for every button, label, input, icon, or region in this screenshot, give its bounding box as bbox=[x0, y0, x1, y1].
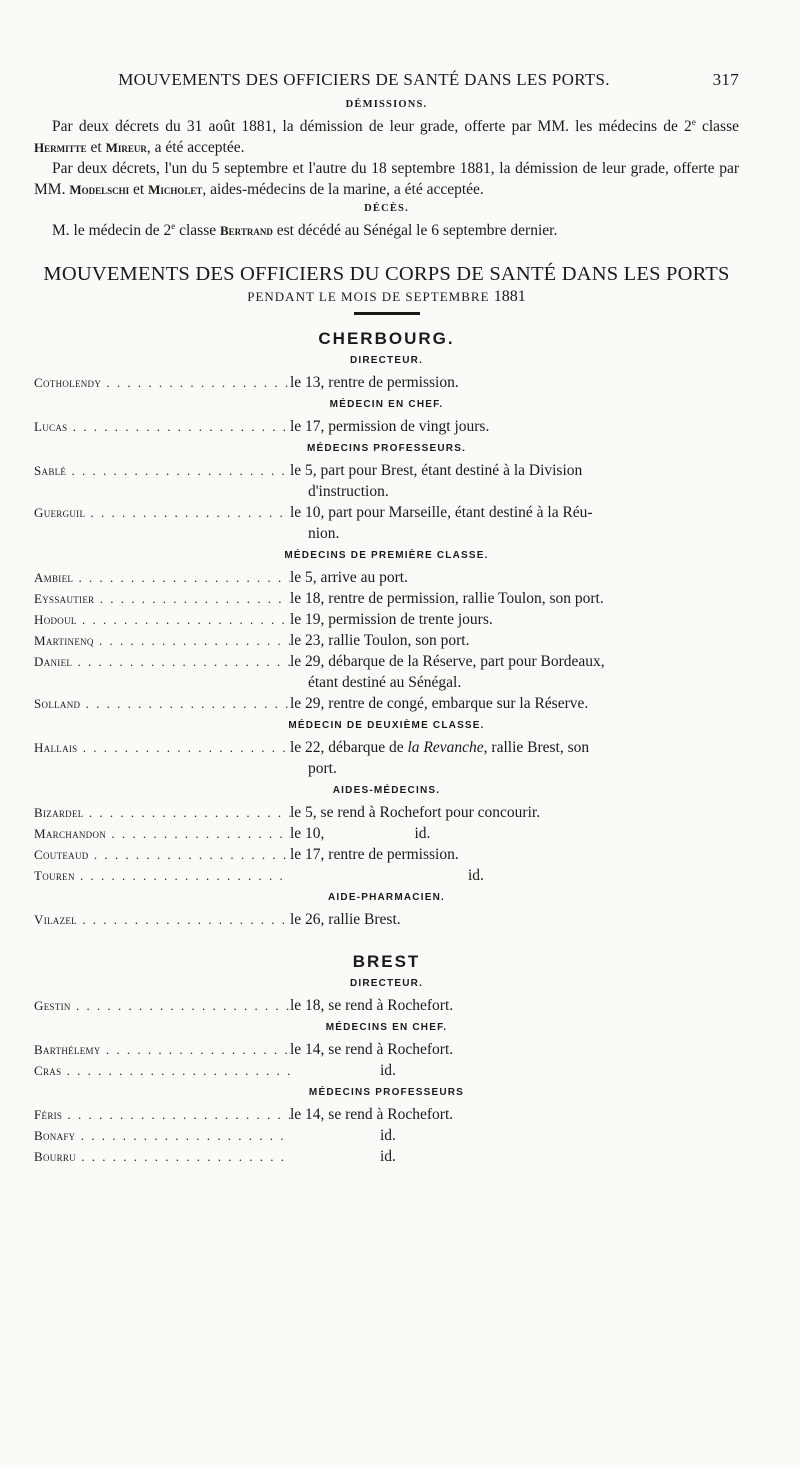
officer-name: Vilazel . . . bbox=[34, 909, 290, 930]
demissions-paragraph-2: Par deux décrets, l'un du 5 septembre et l'autre du 18 septembre 1881, la démission de leur grade, offerte par MM. Modelschi et Micholet, aides-médecins de la marine, a été acceptée. bbox=[34, 160, 739, 199]
running-title: MOUVEMENTS DES OFFICIERS DE SANTÉ DANS LES PORTS. bbox=[118, 70, 610, 89]
ship-name: la Revanche bbox=[407, 739, 484, 757]
movement-text: le 17, permission de vingt jours. bbox=[290, 418, 490, 436]
movement-text: id. bbox=[380, 1148, 396, 1166]
rank-heading: AIDES-MÉDECINS. bbox=[332, 785, 441, 797]
movement-row bbox=[34, 995, 739, 1016]
movement-row bbox=[34, 372, 739, 393]
officer-name: Solland . . . bbox=[34, 693, 290, 714]
officer-name: Guerguil . . . bbox=[34, 502, 290, 523]
officer-name: Marchandon . . . bbox=[34, 823, 290, 844]
movement-text: id. bbox=[468, 867, 484, 885]
movement-text: le 18, rentre de permission, rallie Toulon, son port. bbox=[290, 590, 604, 608]
officer-name: Bonafy . . . bbox=[34, 1125, 290, 1146]
officer-name: Hodoul . . . bbox=[34, 609, 290, 630]
rank-heading: DIRECTEUR. bbox=[349, 978, 424, 990]
movement-row bbox=[34, 588, 739, 609]
movement-text: le 14, se rend à Rochefort. bbox=[290, 1041, 454, 1059]
officer-name: Cotholendy . . . bbox=[34, 372, 290, 393]
movement-row bbox=[34, 460, 739, 502]
running-header bbox=[34, 70, 739, 96]
person-name: Micholet bbox=[148, 182, 203, 198]
movement-text: le 26, rallie Brest. bbox=[290, 911, 401, 929]
movement-row bbox=[34, 1039, 739, 1060]
movement-row bbox=[34, 693, 739, 714]
movement-text: le 29, débarque de la Réserve, part pour Bordeaux, étant destiné au Sénégal. bbox=[290, 653, 605, 692]
deces-paragraph: M. le médecin de 2e classe Bertrand est décédé au Sénégal le 6 septembre dernier. bbox=[52, 221, 558, 240]
movement-row bbox=[34, 1060, 739, 1081]
main-title: MOUVEMENTS DES OFFICIERS DU CORPS DE SANTÉ DANS LES PORTS bbox=[43, 263, 730, 286]
officer-name: Gestin . . . bbox=[34, 995, 290, 1016]
rank-heading: MÉDECIN EN CHEF. bbox=[329, 399, 444, 411]
officer-name: Eyssautier . . . bbox=[34, 588, 290, 609]
person-name: Hermitte bbox=[34, 140, 87, 156]
person-name: Mireur bbox=[105, 140, 147, 156]
port-title-brest: BREST bbox=[352, 952, 421, 972]
officer-name: Féris . . . bbox=[34, 1104, 290, 1125]
movement-row bbox=[34, 802, 739, 823]
officer-name: Touren . . . bbox=[34, 865, 290, 886]
deces-heading: DÉCÈS. bbox=[364, 203, 409, 215]
demissions-heading: DÉMISSIONS. bbox=[345, 99, 428, 110]
officer-name: Sablé . . . bbox=[34, 460, 290, 481]
movement-text: le 17, rentre de permission. bbox=[290, 846, 459, 864]
officer-name: Daniel . . . bbox=[34, 651, 290, 672]
movement-row bbox=[34, 416, 739, 437]
movement-row bbox=[34, 823, 739, 844]
officer-name: Martinenq . . . bbox=[34, 630, 290, 651]
movement-row bbox=[34, 844, 739, 865]
movement-row bbox=[34, 737, 739, 779]
movement-row bbox=[34, 865, 739, 886]
rank-heading: MÉDECINS EN CHEF. bbox=[325, 1022, 448, 1034]
rank-heading: MÉDECINS PROFESSEURS bbox=[308, 1087, 465, 1099]
page-number: 317 bbox=[712, 70, 739, 89]
movement-row bbox=[34, 1104, 739, 1125]
officer-name: Ambiel . . . bbox=[34, 567, 290, 588]
officer-name: Bourru . . . bbox=[34, 1146, 290, 1167]
officer-name: Couteaud . . . bbox=[34, 844, 290, 865]
movement-text: le 29, rentre de congé, embarque sur la Réserve. bbox=[290, 695, 589, 713]
movement-text: le 13, rentre de permission. bbox=[290, 374, 459, 392]
movement-text: le 5, arrive au port. bbox=[290, 569, 408, 587]
movement-text: le 10, id. bbox=[290, 825, 431, 843]
officer-name: Barthélemy . . . bbox=[34, 1039, 290, 1060]
movement-text: le 10, part pour Marseille, étant destiné à la Réu- nion. bbox=[290, 504, 593, 543]
movement-text: id. bbox=[380, 1127, 396, 1145]
rank-heading: MÉDECINS PROFESSEURS. bbox=[306, 443, 467, 455]
movement-row bbox=[34, 609, 739, 630]
movement-text: le 14, se rend à Rochefort. bbox=[290, 1106, 454, 1124]
movement-row bbox=[34, 567, 739, 588]
movement-text: le 23, rallie Toulon, son port. bbox=[290, 632, 470, 650]
movement-text: id. bbox=[380, 1062, 396, 1080]
movement-text: le 5, se rend à Rochefort pour concourir. bbox=[290, 804, 541, 822]
main-subtitle: PENDANT LE MOIS DE SEPTEMBRE 1881 bbox=[247, 288, 526, 306]
demissions-paragraph-1: Par deux décrets du 31 août 1881, la démission de leur grade, offerte par MM. les médecins de 2e classe Hermitte et Mireur, a été acceptée. bbox=[34, 117, 739, 157]
rank-heading: MÉDECINS DE PREMIÈRE CLASSE. bbox=[284, 550, 489, 562]
movement-row bbox=[34, 909, 739, 930]
movement-text: le 5, part pour Brest, étant destiné à la Division d'instruction. bbox=[290, 462, 583, 501]
movement-row bbox=[34, 651, 739, 693]
rank-heading: DIRECTEUR. bbox=[349, 355, 424, 367]
officer-name: Cras . . . bbox=[34, 1060, 290, 1081]
officer-name: Bizardel . . . bbox=[34, 802, 290, 823]
port-title-cherbourg: CHERBOURG. bbox=[318, 329, 455, 349]
movement-row bbox=[34, 1146, 739, 1167]
movement-row bbox=[34, 630, 739, 651]
rank-heading: MÉDECIN DE DEUXIÈME CLASSE. bbox=[288, 720, 485, 732]
person-name: Modelschi bbox=[69, 182, 130, 198]
movement-text: le 19, permission de trente jours. bbox=[290, 611, 493, 629]
officer-name: Hallais . . . bbox=[34, 737, 290, 758]
movement-text: le 18, se rend à Rochefort. bbox=[290, 997, 454, 1015]
movement-text: le 22, débarque de la Revanche, rallie Brest, son port. bbox=[290, 739, 590, 778]
document-page bbox=[34, 70, 739, 1167]
movement-row bbox=[34, 502, 739, 544]
movement-row bbox=[34, 1125, 739, 1146]
title-rule bbox=[354, 312, 420, 315]
rank-heading: AIDE-PHARMACIEN. bbox=[328, 892, 445, 904]
officer-name: Lucas . . . bbox=[34, 416, 290, 437]
person-name: Bertrand bbox=[220, 223, 273, 239]
